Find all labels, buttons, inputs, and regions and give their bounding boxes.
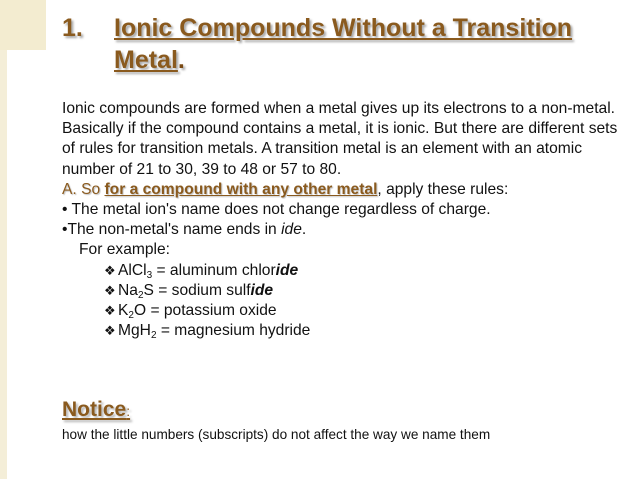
- rule-1: • The metal ion's name does not change regardless of charge.: [62, 201, 491, 219]
- rule-heading: [62, 180, 624, 200]
- notice-label: Notice: [62, 398, 127, 421]
- example-item: [62, 281, 624, 301]
- title-period: .: [177, 46, 185, 74]
- rule-heading-rest: , apply these rules:: [377, 180, 509, 198]
- example-formula: MgH: [118, 322, 151, 340]
- rule-2-end: .: [301, 221, 307, 239]
- intro-paragraph: Ionic compounds are formed when a metal gives up its electrons to a non-metal. Basically if the compound contains a metal, it is ionic. But there are different sets of rules for transition metals. A transition metal is an element with an atomic number of 21 to 30, 39 to 48 or 57 to 80.: [62, 100, 618, 178]
- example-subscript: 2: [137, 289, 144, 301]
- diamond-bullet-icon: ❖: [104, 303, 116, 319]
- example-suffix: ide: [275, 261, 299, 279]
- title-line-2: Metal: [114, 46, 178, 74]
- example-name: = magnesium hydride: [156, 322, 311, 340]
- diamond-bullet-icon: ❖: [104, 262, 116, 278]
- example-formula-end: O: [133, 302, 147, 320]
- example-item: [62, 321, 624, 341]
- example-formula: Na: [118, 281, 138, 299]
- example-name: = potassium oxide: [146, 302, 277, 320]
- example-subscript: 2: [150, 330, 157, 342]
- rule-2-text: •The non-metal's name ends in: [62, 221, 282, 239]
- example-formula-end: S: [143, 281, 154, 299]
- title-number: 1.: [62, 14, 83, 42]
- diamond-bullet-icon: ❖: [104, 323, 116, 339]
- example-suffix: ide: [250, 281, 274, 299]
- rule-heading-lead: A. So: [62, 180, 105, 198]
- notice-text: how the little numbers (subscripts) do not affect the way we name them: [62, 427, 491, 442]
- rule-heading-bold: for a compound with any other metal: [104, 180, 378, 198]
- rule-2-suffix: ide: [281, 221, 302, 239]
- example-formula: AlCl: [118, 261, 147, 279]
- example-item: [62, 261, 624, 281]
- example-item: [62, 301, 624, 321]
- example-subscript: 2: [128, 310, 134, 322]
- notice-colon: :: [126, 403, 131, 419]
- example-subscript: 3: [146, 269, 153, 281]
- example-label: For example:: [79, 241, 170, 259]
- title-line-1: Ionic Compounds Without a Transition: [114, 14, 573, 42]
- slide-body: [62, 99, 624, 341]
- example-name: = aluminum chlor: [152, 261, 276, 279]
- notice-heading: [62, 397, 130, 424]
- example-formula: K: [118, 302, 129, 320]
- rule-2: [62, 220, 624, 240]
- diamond-bullet-icon: ❖: [104, 282, 116, 298]
- example-name: = sodium sulf: [153, 281, 251, 299]
